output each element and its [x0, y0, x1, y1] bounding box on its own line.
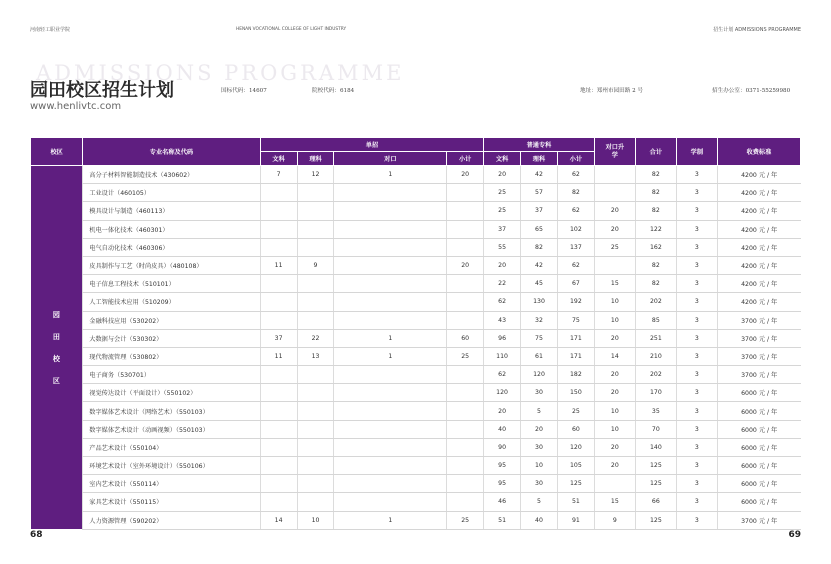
- cell-fee: 3700 元 / 年: [717, 347, 800, 365]
- cell-duikou-upgrade: [594, 166, 635, 184]
- cell-fee: 4200 元 / 年: [717, 166, 800, 184]
- cell-years: 3: [676, 420, 717, 438]
- cell-major-name: 环境艺术设计（室外环境设计）（550106）: [83, 457, 260, 475]
- cell-fee: 6000 元 / 年: [717, 457, 800, 475]
- cell-general-wenke: 20: [484, 166, 521, 184]
- cell-general-subtotal: 62: [557, 166, 594, 184]
- cell-single-duikou: [334, 238, 447, 256]
- cell-single-wenke: 11: [260, 256, 297, 274]
- cell-single-subtotal: 60: [447, 329, 484, 347]
- cell-single-subtotal: [447, 238, 484, 256]
- table-row: [31, 347, 801, 365]
- cell-general-like: 37: [521, 202, 558, 220]
- header-duikou-upgrade: 对口升学: [594, 138, 635, 166]
- cell-total: 85: [635, 311, 676, 329]
- cell-general-subtotal: 171: [557, 329, 594, 347]
- cell-single-wenke: [260, 457, 297, 475]
- cell-duikou-upgrade: 20: [594, 366, 635, 384]
- table-row: [31, 293, 801, 311]
- cell-general-subtotal: 62: [557, 256, 594, 274]
- cell-major-name: 数字媒体艺术设计（网络艺术）（550103）: [83, 402, 260, 420]
- cell-years: 3: [676, 475, 717, 493]
- cell-single-wenke: 11: [260, 347, 297, 365]
- cell-single-wenke: 37: [260, 329, 297, 347]
- cell-years: 3: [676, 384, 717, 402]
- cell-general-like: 30: [521, 475, 558, 493]
- table-body: [31, 166, 801, 530]
- table-row: [31, 220, 801, 238]
- cell-general-wenke: 51: [484, 511, 521, 529]
- cell-general-wenke: 22: [484, 275, 521, 293]
- cell-single-duikou: [334, 457, 447, 475]
- cell-single-like: [297, 275, 334, 293]
- cell-duikou-upgrade: 20: [594, 220, 635, 238]
- header-years: 学制: [676, 138, 717, 166]
- cell-single-wenke: [260, 402, 297, 420]
- cell-single-duikou: [334, 384, 447, 402]
- cell-single-subtotal: [447, 275, 484, 293]
- cell-major-name: 家具艺术设计（550115）: [83, 493, 260, 511]
- cell-single-like: [297, 457, 334, 475]
- cell-general-subtotal: 125: [557, 475, 594, 493]
- cell-years: 3: [676, 329, 717, 347]
- cell-general-wenke: 46: [484, 493, 521, 511]
- table-row: [31, 256, 801, 274]
- cell-single-wenke: [260, 220, 297, 238]
- cell-general-like: 45: [521, 275, 558, 293]
- cell-major-name: 人力资源管理（590202）: [83, 511, 260, 529]
- cell-single-duikou: [334, 493, 447, 511]
- cell-single-like: 9: [297, 256, 334, 274]
- cell-general-wenke: 55: [484, 238, 521, 256]
- header-campus: 校区: [31, 138, 83, 166]
- cell-duikou-upgrade: 20: [594, 202, 635, 220]
- cell-major-name: 电子信息工程技术（510101）: [83, 275, 260, 293]
- cell-total: 82: [635, 166, 676, 184]
- header-general-subtotal: 小计: [557, 152, 594, 166]
- cell-single-duikou: 1: [334, 166, 447, 184]
- header-school-name: 河南轻工职业学院: [30, 27, 71, 33]
- cell-single-like: [297, 438, 334, 456]
- cell-single-duikou: [334, 420, 447, 438]
- cell-general-subtotal: 75: [557, 311, 594, 329]
- cell-single-like: 22: [297, 329, 334, 347]
- cell-single-duikou: [334, 293, 447, 311]
- cell-major-name: 人工智能技术应用（510209）: [83, 293, 260, 311]
- cell-major-name: 电子商务（530701）: [83, 366, 260, 384]
- cell-single-subtotal: 25: [447, 347, 484, 365]
- cell-duikou-upgrade: 20: [594, 329, 635, 347]
- table-row: [31, 493, 801, 511]
- cell-fee: 6000 元 / 年: [717, 402, 800, 420]
- cell-fee: 6000 元 / 年: [717, 438, 800, 456]
- table-row: [31, 420, 801, 438]
- cell-major-name: 电气自动化技术（460306）: [83, 238, 260, 256]
- cell-duikou-upgrade: [594, 184, 635, 202]
- campus-char: 田: [52, 332, 60, 341]
- cell-total: 202: [635, 366, 676, 384]
- table-row: [31, 238, 801, 256]
- cell-total: 82: [635, 184, 676, 202]
- address: 地址：郑州市园田路 2 号: [580, 88, 644, 94]
- cell-general-subtotal: 137: [557, 238, 594, 256]
- cell-general-like: 10: [521, 457, 558, 475]
- cell-single-subtotal: 25: [447, 511, 484, 529]
- cell-years: 3: [676, 366, 717, 384]
- table-row: [31, 475, 801, 493]
- cell-fee: 4200 元 / 年: [717, 238, 800, 256]
- cell-general-like: 61: [521, 347, 558, 365]
- cell-single-wenke: [260, 493, 297, 511]
- cell-general-wenke: 25: [484, 184, 521, 202]
- table-row: [31, 166, 801, 184]
- cell-years: 3: [676, 238, 717, 256]
- header-general-admission: 普通专科: [484, 138, 595, 152]
- cell-years: 3: [676, 256, 717, 274]
- cell-general-subtotal: 102: [557, 220, 594, 238]
- cell-fee: 4200 元 / 年: [717, 275, 800, 293]
- cell-total: 66: [635, 493, 676, 511]
- cell-total: 70: [635, 420, 676, 438]
- cell-single-subtotal: [447, 457, 484, 475]
- cell-single-wenke: [260, 384, 297, 402]
- header-single-wenke: 文科: [260, 152, 297, 166]
- cell-major-name: 现代物流管理（530802）: [83, 347, 260, 365]
- cell-single-subtotal: [447, 366, 484, 384]
- cell-single-wenke: 7: [260, 166, 297, 184]
- cell-total: 210: [635, 347, 676, 365]
- cell-years: 3: [676, 184, 717, 202]
- cell-duikou-upgrade: 20: [594, 457, 635, 475]
- cell-general-subtotal: 82: [557, 184, 594, 202]
- header-general-like: 理科: [521, 152, 558, 166]
- cell-duikou-upgrade: [594, 475, 635, 493]
- cell-single-duikou: [334, 438, 447, 456]
- campus-char: 区: [52, 376, 60, 385]
- cell-general-subtotal: 67: [557, 275, 594, 293]
- cell-general-wenke: 25: [484, 202, 521, 220]
- table-row: [31, 366, 801, 384]
- cell-single-wenke: [260, 275, 297, 293]
- header-section-label: 招生计划 ADMISSIONS PROGRAMME: [713, 27, 801, 33]
- table-row: [31, 402, 801, 420]
- cell-single-duikou: [334, 184, 447, 202]
- cell-major-name: 数字媒体艺术设计（动画视频）（550103）: [83, 420, 260, 438]
- cell-fee: 3700 元 / 年: [717, 311, 800, 329]
- cell-general-subtotal: 62: [557, 202, 594, 220]
- cell-fee: 4200 元 / 年: [717, 202, 800, 220]
- cell-total: 82: [635, 202, 676, 220]
- cell-major-name: 皮具制作与工艺（时尚皮具）（480108）: [83, 256, 260, 274]
- cell-single-like: [297, 184, 334, 202]
- cell-single-like: [297, 293, 334, 311]
- cell-total: 82: [635, 275, 676, 293]
- admissions-table: [30, 137, 801, 530]
- cell-general-subtotal: 120: [557, 438, 594, 456]
- cell-single-subtotal: [447, 220, 484, 238]
- cell-general-wenke: 43: [484, 311, 521, 329]
- cell-major-name: 工业设计（460105）: [83, 184, 260, 202]
- cell-total: 202: [635, 293, 676, 311]
- table-row: [31, 275, 801, 293]
- cell-fee: 6000 元 / 年: [717, 493, 800, 511]
- cell-single-subtotal: [447, 202, 484, 220]
- cell-years: 3: [676, 438, 717, 456]
- cell-fee: 6000 元 / 年: [717, 475, 800, 493]
- cell-single-like: [297, 384, 334, 402]
- cell-single-wenke: [260, 202, 297, 220]
- cell-single-like: [297, 238, 334, 256]
- cell-general-wenke: 20: [484, 402, 521, 420]
- cell-single-like: [297, 402, 334, 420]
- cell-single-subtotal: 20: [447, 166, 484, 184]
- cell-single-duikou: [334, 366, 447, 384]
- cell-single-subtotal: [447, 493, 484, 511]
- cell-total: 125: [635, 475, 676, 493]
- cell-major-name: 大数据与会计（530302）: [83, 329, 260, 347]
- cell-single-wenke: [260, 366, 297, 384]
- table-row: [31, 457, 801, 475]
- table-row: [31, 202, 801, 220]
- cell-single-subtotal: [447, 475, 484, 493]
- cell-total: 170: [635, 384, 676, 402]
- cell-single-subtotal: [447, 311, 484, 329]
- website-link[interactable]: www.henlivtc.com: [30, 101, 122, 112]
- cell-total: 125: [635, 511, 676, 529]
- cell-general-subtotal: 192: [557, 293, 594, 311]
- cell-single-wenke: [260, 238, 297, 256]
- cell-fee: 4200 元 / 年: [717, 220, 800, 238]
- cell-single-subtotal: [447, 293, 484, 311]
- cell-years: 3: [676, 275, 717, 293]
- cell-single-like: [297, 220, 334, 238]
- cell-general-wenke: 20: [484, 256, 521, 274]
- table-row: [31, 384, 801, 402]
- cell-general-like: 32: [521, 311, 558, 329]
- cell-duikou-upgrade: 10: [594, 420, 635, 438]
- cell-duikou-upgrade: [594, 256, 635, 274]
- cell-duikou-upgrade: 25: [594, 238, 635, 256]
- cell-general-like: 30: [521, 438, 558, 456]
- campus-cell: [31, 166, 83, 530]
- cell-general-wenke: 96: [484, 329, 521, 347]
- cell-general-subtotal: 60: [557, 420, 594, 438]
- cell-general-like: 82: [521, 238, 558, 256]
- cell-single-duikou: [334, 402, 447, 420]
- header-single-admission: 单招: [260, 138, 483, 152]
- cell-single-like: [297, 475, 334, 493]
- cell-general-like: 42: [521, 256, 558, 274]
- cell-single-duikou: [334, 311, 447, 329]
- table-row: [31, 184, 801, 202]
- cell-major-name: 室内艺术设计（550114）: [83, 475, 260, 493]
- table-row: [31, 511, 801, 529]
- cell-general-wenke: 40: [484, 420, 521, 438]
- cell-general-like: 130: [521, 293, 558, 311]
- page-number-left: 68: [30, 530, 43, 540]
- table-row: [31, 329, 801, 347]
- cell-single-wenke: 14: [260, 511, 297, 529]
- cell-general-wenke: 90: [484, 438, 521, 456]
- cell-single-wenke: [260, 184, 297, 202]
- cell-single-duikou: [334, 256, 447, 274]
- cell-single-wenke: [260, 438, 297, 456]
- cell-years: 3: [676, 402, 717, 420]
- cell-general-wenke: 120: [484, 384, 521, 402]
- cell-general-like: 65: [521, 220, 558, 238]
- cell-major-name: 产品艺术设计（550104）: [83, 438, 260, 456]
- college-code: 院校代码：6184: [312, 88, 355, 94]
- cell-general-subtotal: 150: [557, 384, 594, 402]
- cell-fee: 3700 元 / 年: [717, 366, 800, 384]
- cell-fee: 3700 元 / 年: [717, 511, 800, 529]
- cell-total: 125: [635, 457, 676, 475]
- cell-years: 3: [676, 511, 717, 529]
- cell-general-like: 20: [521, 420, 558, 438]
- cell-single-duikou: [334, 220, 447, 238]
- cell-single-like: [297, 493, 334, 511]
- cell-general-subtotal: 105: [557, 457, 594, 475]
- cell-single-subtotal: [447, 438, 484, 456]
- cell-single-like: 12: [297, 166, 334, 184]
- cell-single-like: 10: [297, 511, 334, 529]
- cell-single-like: [297, 202, 334, 220]
- cell-single-duikou: 1: [334, 329, 447, 347]
- cell-major-name: 模具设计与制造（460113）: [83, 202, 260, 220]
- cell-duikou-upgrade: 20: [594, 438, 635, 456]
- cell-general-wenke: 62: [484, 293, 521, 311]
- cell-duikou-upgrade: 14: [594, 347, 635, 365]
- cell-duikou-upgrade: 10: [594, 402, 635, 420]
- cell-years: 3: [676, 166, 717, 184]
- cell-single-duikou: 1: [334, 511, 447, 529]
- header-single-subtotal: 小计: [447, 152, 484, 166]
- page-number-right: 69: [788, 530, 801, 540]
- cell-fee: 4200 元 / 年: [717, 184, 800, 202]
- cell-total: 140: [635, 438, 676, 456]
- cell-general-wenke: 95: [484, 475, 521, 493]
- cell-single-subtotal: [447, 420, 484, 438]
- cell-major-name: 金融科技应用（530202）: [83, 311, 260, 329]
- cell-general-like: 57: [521, 184, 558, 202]
- cell-single-like: [297, 366, 334, 384]
- header-english-name: HENAN VOCATIONAL COLLEGE OF LIGHT INDUSTRY: [236, 27, 347, 32]
- header-major: 专业名称及代码: [83, 138, 260, 166]
- cell-single-wenke: [260, 420, 297, 438]
- cell-single-wenke: [260, 293, 297, 311]
- cell-general-wenke: 110: [484, 347, 521, 365]
- cell-general-like: 30: [521, 384, 558, 402]
- cell-general-like: 40: [521, 511, 558, 529]
- cell-single-like: [297, 420, 334, 438]
- cell-duikou-upgrade: 15: [594, 275, 635, 293]
- cell-general-like: 5: [521, 493, 558, 511]
- cell-general-like: 42: [521, 166, 558, 184]
- cell-years: 3: [676, 311, 717, 329]
- cell-duikou-upgrade: 15: [594, 493, 635, 511]
- cell-general-subtotal: 171: [557, 347, 594, 365]
- header-general-wenke: 文科: [484, 152, 521, 166]
- header-total: 合计: [635, 138, 676, 166]
- page-title: 园田校区招生计划: [30, 80, 174, 101]
- cell-single-subtotal: [447, 402, 484, 420]
- cell-general-wenke: 37: [484, 220, 521, 238]
- cell-duikou-upgrade: 20: [594, 384, 635, 402]
- cell-single-like: 13: [297, 347, 334, 365]
- cell-general-like: 75: [521, 329, 558, 347]
- campus-char: 园: [52, 310, 60, 319]
- cell-single-subtotal: 20: [447, 256, 484, 274]
- cell-single-duikou: [334, 202, 447, 220]
- cell-total: 35: [635, 402, 676, 420]
- cell-years: 3: [676, 220, 717, 238]
- cell-years: 3: [676, 493, 717, 511]
- cell-single-wenke: [260, 475, 297, 493]
- table-row: [31, 438, 801, 456]
- cell-single-subtotal: [447, 384, 484, 402]
- cell-general-subtotal: 182: [557, 366, 594, 384]
- cell-general-like: 120: [521, 366, 558, 384]
- title-watermark: ADMISSIONS PROGRAMME: [36, 61, 405, 85]
- cell-major-name: 视觉传达设计（平面设计）（550102）: [83, 384, 260, 402]
- cell-fee: 3700 元 / 年: [717, 329, 800, 347]
- cell-years: 3: [676, 457, 717, 475]
- cell-fee: 4200 元 / 年: [717, 256, 800, 274]
- cell-total: 122: [635, 220, 676, 238]
- cell-general-subtotal: 91: [557, 511, 594, 529]
- cell-total: 82: [635, 256, 676, 274]
- header-fee: 收费标准: [717, 138, 800, 166]
- cell-general-subtotal: 51: [557, 493, 594, 511]
- cell-fee: 6000 元 / 年: [717, 420, 800, 438]
- cell-single-duikou: [334, 275, 447, 293]
- campus-char: 校: [52, 354, 60, 363]
- cell-major-name: 高分子材料智能制造技术（430602）: [83, 166, 260, 184]
- table-row: [31, 311, 801, 329]
- cell-single-wenke: [260, 311, 297, 329]
- cell-major-name: 机电一体化技术（460301）: [83, 220, 260, 238]
- header-single-like: 理科: [297, 152, 334, 166]
- cell-fee: 6000 元 / 年: [717, 384, 800, 402]
- header-single-duikou: 对口: [334, 152, 447, 166]
- cell-duikou-upgrade: 9: [594, 511, 635, 529]
- cell-years: 3: [676, 202, 717, 220]
- cell-single-duikou: [334, 475, 447, 493]
- cell-fee: 4200 元 / 年: [717, 293, 800, 311]
- cell-single-subtotal: [447, 184, 484, 202]
- cell-general-wenke: 95: [484, 457, 521, 475]
- cell-general-like: 5: [521, 402, 558, 420]
- cell-general-subtotal: 25: [557, 402, 594, 420]
- cell-total: 251: [635, 329, 676, 347]
- cell-general-wenke: 62: [484, 366, 521, 384]
- cell-single-like: [297, 311, 334, 329]
- cell-total: 162: [635, 238, 676, 256]
- cell-years: 3: [676, 347, 717, 365]
- cell-duikou-upgrade: 10: [594, 311, 635, 329]
- admissions-phone: 招生办公室：0371-55259980: [712, 88, 791, 94]
- cell-single-duikou: 1: [334, 347, 447, 365]
- national-code: 国标代码：14607: [221, 88, 267, 94]
- cell-years: 3: [676, 293, 717, 311]
- cell-duikou-upgrade: 10: [594, 293, 635, 311]
